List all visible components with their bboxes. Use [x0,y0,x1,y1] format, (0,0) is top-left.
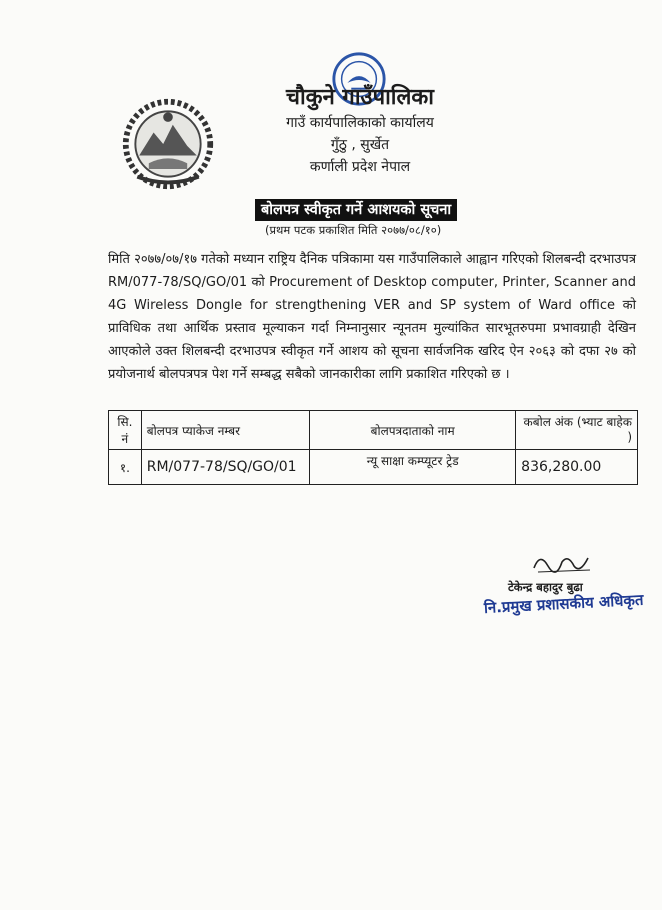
header-sn: सि. नं [109,411,142,450]
notice-subtitle: (प्रथम पटक प्रकाशित मिति २०७७/०८/१०) [265,223,442,237]
header-bidder: बोलपत्रदाताको नाम [310,411,516,450]
province-name: कर्णाली प्रदेश नेपाल [309,159,411,175]
office-name: गाउँ कार्यपालिकाको कार्यालय [286,115,434,131]
organization-name: चौकुने गाउँपालिका [286,85,434,110]
table-row [109,450,638,485]
signatory-name: टेकेन्द्र बहादुर बुढा [508,580,583,594]
notice-title: बोलपत्र स्वीकृत गर्ने आशयको सूचना [255,199,457,221]
header-amount: कबोल अंक (भ्याट बाहेक ) [516,411,638,450]
notice-body: मिति २०७७/०७/१७ गतेको मध्यान राष्ट्रिय दैनिक पत्रिकामा यस गाउँपालिकाले आह्वान गरिएको शिलबन्दी दरभाउपत्र RM/077-78/SQ/GO/01 को Procurement of Desktop computer, Printer, Scanner and 4G Wireless Dongle for strengthening VER and SP system of Ward office को प्राविधिक तथा आर्थिक प्रस्ताव मूल्याकन गर्दा निम्नानुसार न्यूनतम मुल्यांकित सारभूतरुपमा प्रभावग्राही देखिन आएकोले उक्त शिलबन्दी दरभाउपत्र स्वीकृत गर्ने आशय को सूचना सार्वजनिक खरिद ऐन २०६३ को दफा २७ को प्रयोजनार्थ बोलपत्रपत्र पेश गर्ने सम्बद्ध सबैको जानकारीका लागि प्रकाशित गरिएको छ । [108,252,636,382]
signature-icon [528,548,598,580]
nepal-emblem-icon [120,96,216,192]
cell-bidder: न्यू साक्षा कम्प्यूटर ट्रेड [310,450,516,485]
letterhead [240,84,480,178]
office-location: गुँठु , सुर्खेत [330,137,390,153]
signatory-title: नि.प्रमुख प्रशासकीय अधिकृत [483,590,644,617]
cell-sn: १. [109,450,142,485]
cell-package: RM/077-78/SQ/GO/01 [141,450,309,485]
table-header-row [109,411,638,450]
bid-table [108,410,638,485]
cell-amount: 836,280.00 [516,450,638,485]
header-package: बोलपत्र प्याकेज नम्बर [141,411,309,450]
